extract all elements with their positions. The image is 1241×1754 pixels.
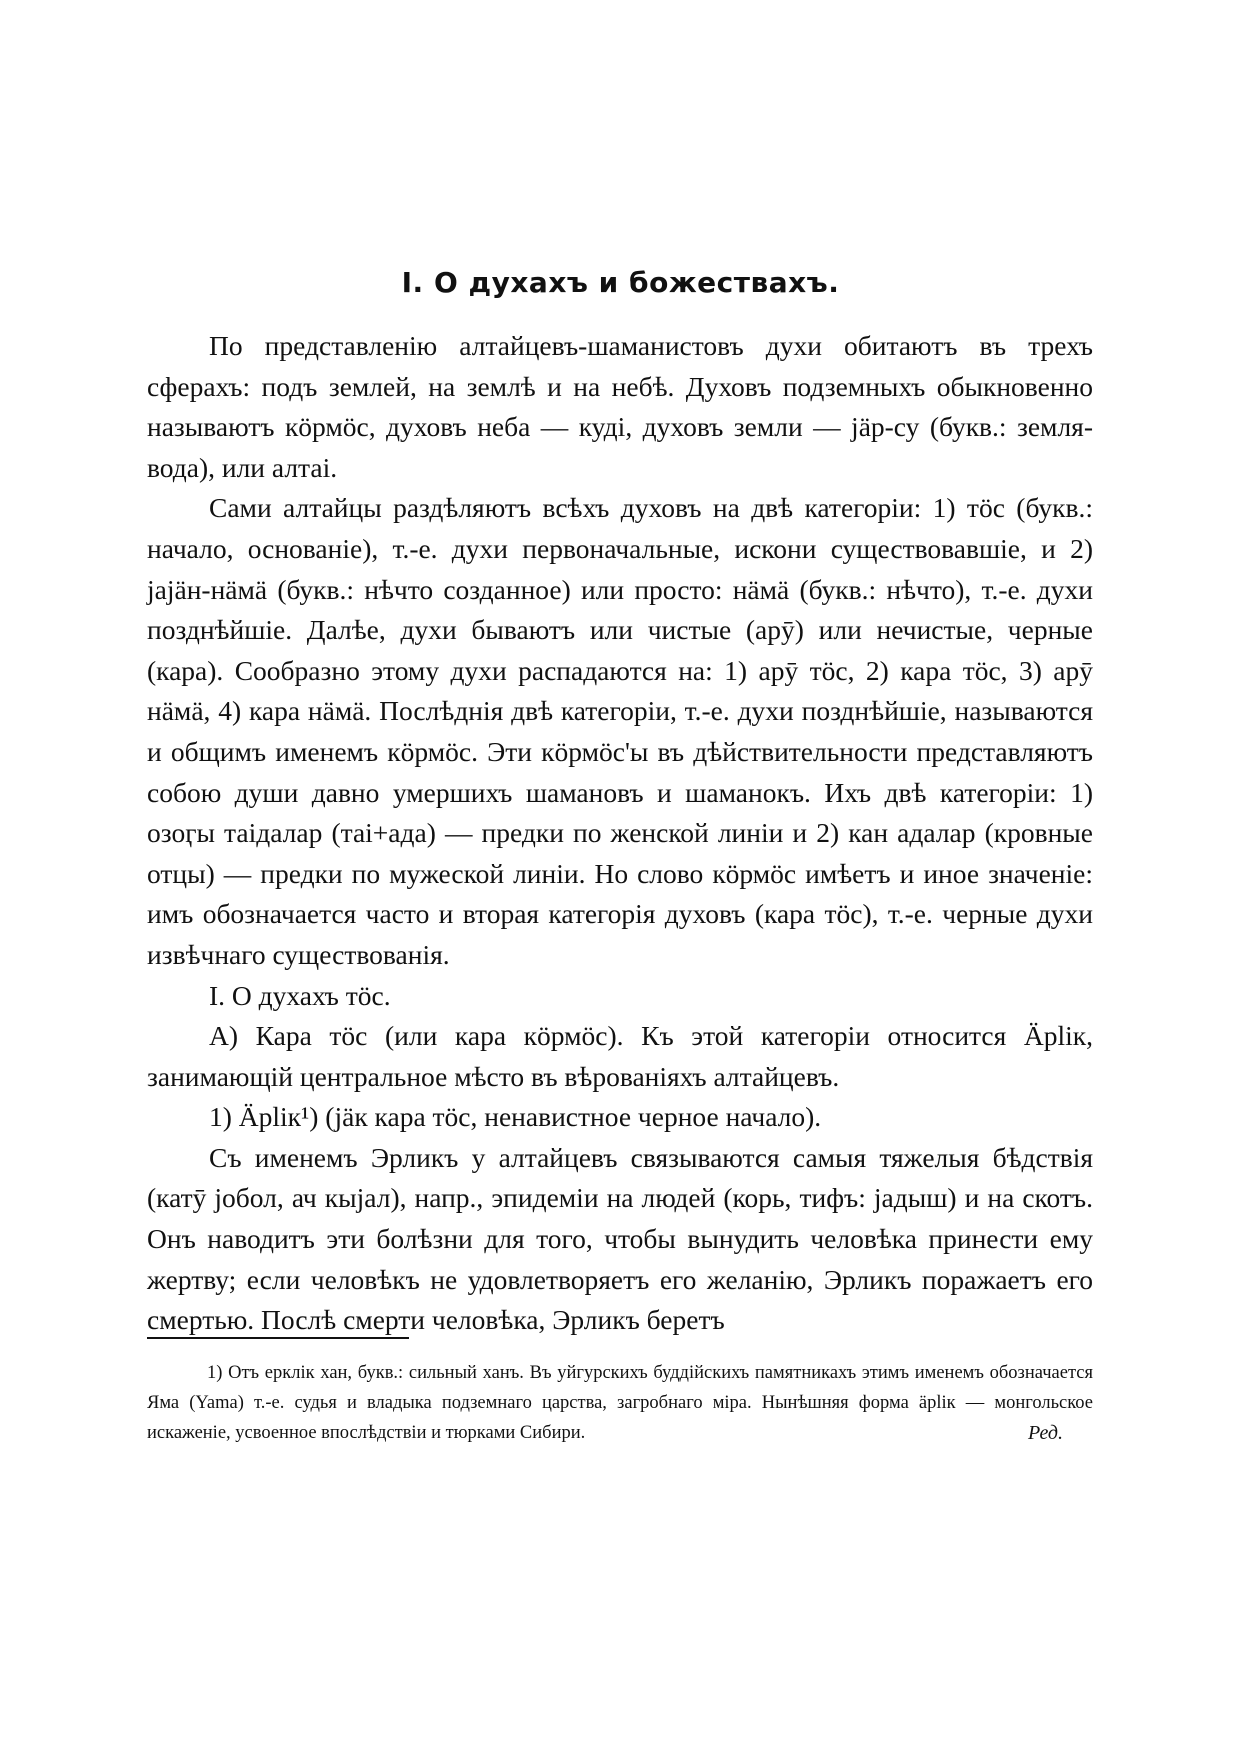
footnote [147, 1358, 1093, 1448]
footnote-divider [147, 1337, 409, 1339]
paragraph: A) Кара тöс (или кара кöрмöс). Къ этой категоріи относится Äрlік, занимающій центральное мѣсто въ вѣрованіяхъ алтайцевъ. [147, 1020, 1093, 1092]
main-text [147, 326, 1093, 1341]
paragraph: По представленію алтайцевъ-шаманистовъ духи обитаютъ въ трехъ сферахъ: подъ землей, на землѣ и на небѣ. Духовъ подземныхъ обыкновенно называютъ кöрмöс, духовъ неба — куді, духовъ земли — jäр-су (букв.: земля-вода), или алтаі. [147, 330, 1093, 483]
footnote-signature: Ред. [1028, 1422, 1063, 1444]
footnote-block [147, 1358, 1093, 1448]
page-title: I. О духахъ и божествахъ. [401, 266, 840, 299]
paragraph: Съ именемъ Эрликъ у алтайцевъ связываются самыя тяжелыя бѣдствія (катӯ jобол, ач кыjал), напр., эпидеміи на людей (корь, тифъ: jадыш) и на скотъ. Онъ наводитъ эти болѣзни для того, чтобы вынудить человѣка принести ему жертву; если человѣкъ не удовлетворяетъ его желанію, Эрликъ поражаетъ его смертью. Послѣ смерти человѣка, Эрликъ беретъ [147, 1141, 1093, 1336]
paragraph: Сами алтайцы раздѣляютъ всѣхъ духовъ на двѣ категоріи: 1) тöс (букв.: начало, основаніе), т.-е. духи первоначальные, искони существовавшіе, и 2) jajäн-нäмä (букв.: нѣчто созданное) или просто: нäмä (букв.: нѣчто), т.-е. духи позднѣйшіе. Далѣе, духи бываютъ или чистые (арӯ) или нечистые, черные (кара). Сообразно этому духи распадаются на: 1) арӯ тöс, 2) кара тöс, 3) арӯ нäмä, 4) кара нäмä. Послѣднія двѣ категоріи, т.-е. духи позднѣйшіе, называются и общимъ именемъ кöрмöс. Эти кöрмöс'ы въ дѣйствительности представляютъ собою души давно умершихъ шамановъ и шаманокъ. Ихъ двѣ категоріи: 1) озоӷы таідалар (таі+ада) — предки по женской линіи и 2) кан адалар (кровные отцы) — предки по мужеской линіи. Но слово кöрмöс имѣетъ и иное значеніе: имъ обозначается часто и вторая категорія духовъ (кара тöс), т.-е. черные духи извѣчнаго существованія. [147, 492, 1093, 970]
footnote-text: 1) Отъ ерклік хан, букв.: сильный ханъ. Въ уйгурскихъ буддійскихъ памятникахъ этимъ именемъ обозначается Яма (Yama) т.-е. судья и владыка подземнаго царства, загробнаго міра. Нынѣшняя форма äрlік — монгольское искаженіе, усвоенное впослѣдствіи и тюрками Сибири. [147, 1363, 1093, 1443]
subsection-heading: 1) Äрlік¹) (jäк кара тöс, ненавистное черное начало). [209, 1101, 822, 1133]
section-heading: I. О духахъ тöс. [209, 979, 391, 1011]
